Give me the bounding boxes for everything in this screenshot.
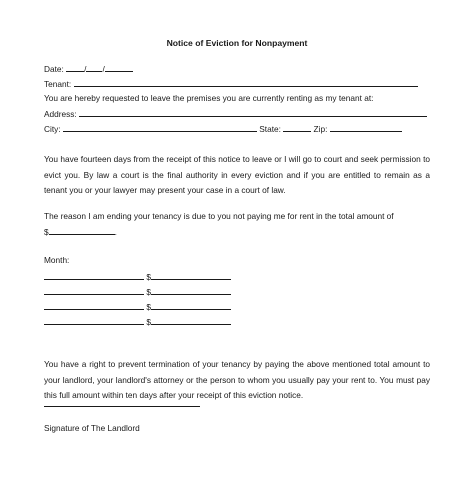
month-row (44, 316, 231, 327)
month-row (44, 301, 231, 312)
address-label: Address: (44, 109, 77, 119)
date-label: Date: (44, 64, 64, 74)
amount-period: . (114, 227, 117, 237)
tenant-field[interactable] (74, 78, 418, 87)
month-amount-field[interactable] (151, 301, 231, 310)
month-amount-field[interactable] (151, 271, 231, 280)
document-title: Notice of Eviction for Nonpayment (166, 38, 308, 48)
month-currency: $ (146, 272, 151, 282)
amount-currency: $ (44, 227, 49, 237)
amount-field[interactable] (49, 226, 115, 235)
month-row (44, 286, 231, 297)
state-field[interactable] (283, 123, 311, 132)
month-currency: $ (146, 302, 151, 312)
signature-label: Signature of The Landlord (44, 423, 140, 433)
date-day-field[interactable] (86, 63, 105, 74)
date-line (44, 63, 133, 74)
month-currency: $ (146, 287, 151, 297)
amount-line (44, 226, 117, 237)
month-row (44, 271, 231, 282)
month-field[interactable] (44, 301, 144, 310)
date-separator: / (102, 64, 105, 74)
signature-line[interactable] (44, 406, 200, 407)
tenant-line (44, 78, 418, 89)
city-state-zip-line (44, 123, 402, 134)
request-text: You are hereby requested to leave the premises you are currently renting as my tenant at: (44, 93, 374, 103)
notice-paragraph: You have fourteen days from the receipt of this notice to leave or I will go to court and seek permission to evict you. By law a court is the final authority in every eviction and if you are entitled to remain as a tenant you or your lawyer may present your case in a court of law. (44, 154, 430, 195)
address-line (44, 108, 427, 119)
month-field[interactable] (44, 286, 144, 295)
date-separator: / (84, 64, 87, 74)
tenant-label: Tenant: (44, 79, 72, 89)
month-currency: $ (146, 317, 151, 327)
date-year-field[interactable] (105, 63, 133, 72)
zip-label: Zip: (313, 124, 328, 134)
state-label: State: (259, 124, 281, 134)
month-label: Month: (44, 255, 70, 265)
address-field[interactable] (79, 108, 427, 117)
zip-field[interactable] (330, 123, 402, 132)
date-month-field[interactable] (66, 63, 87, 74)
rights-paragraph: You have a right to prevent termination of your tenancy by paying the above mentioned total amount to your landlord, your landlord's attorney or the person to whom you usually pay your rent to. You must pay this full amount within ten days after your receipt of this eviction notice. (44, 359, 430, 400)
month-amount-field[interactable] (151, 316, 231, 325)
reason-paragraph: The reason I am ending your tenancy is due to you not paying me for rent in the total amount of (44, 211, 394, 221)
month-field[interactable] (44, 316, 144, 325)
city-label: City: (44, 124, 61, 134)
month-field[interactable] (44, 271, 144, 280)
month-amount-field[interactable] (151, 286, 231, 295)
city-field[interactable] (63, 123, 257, 132)
